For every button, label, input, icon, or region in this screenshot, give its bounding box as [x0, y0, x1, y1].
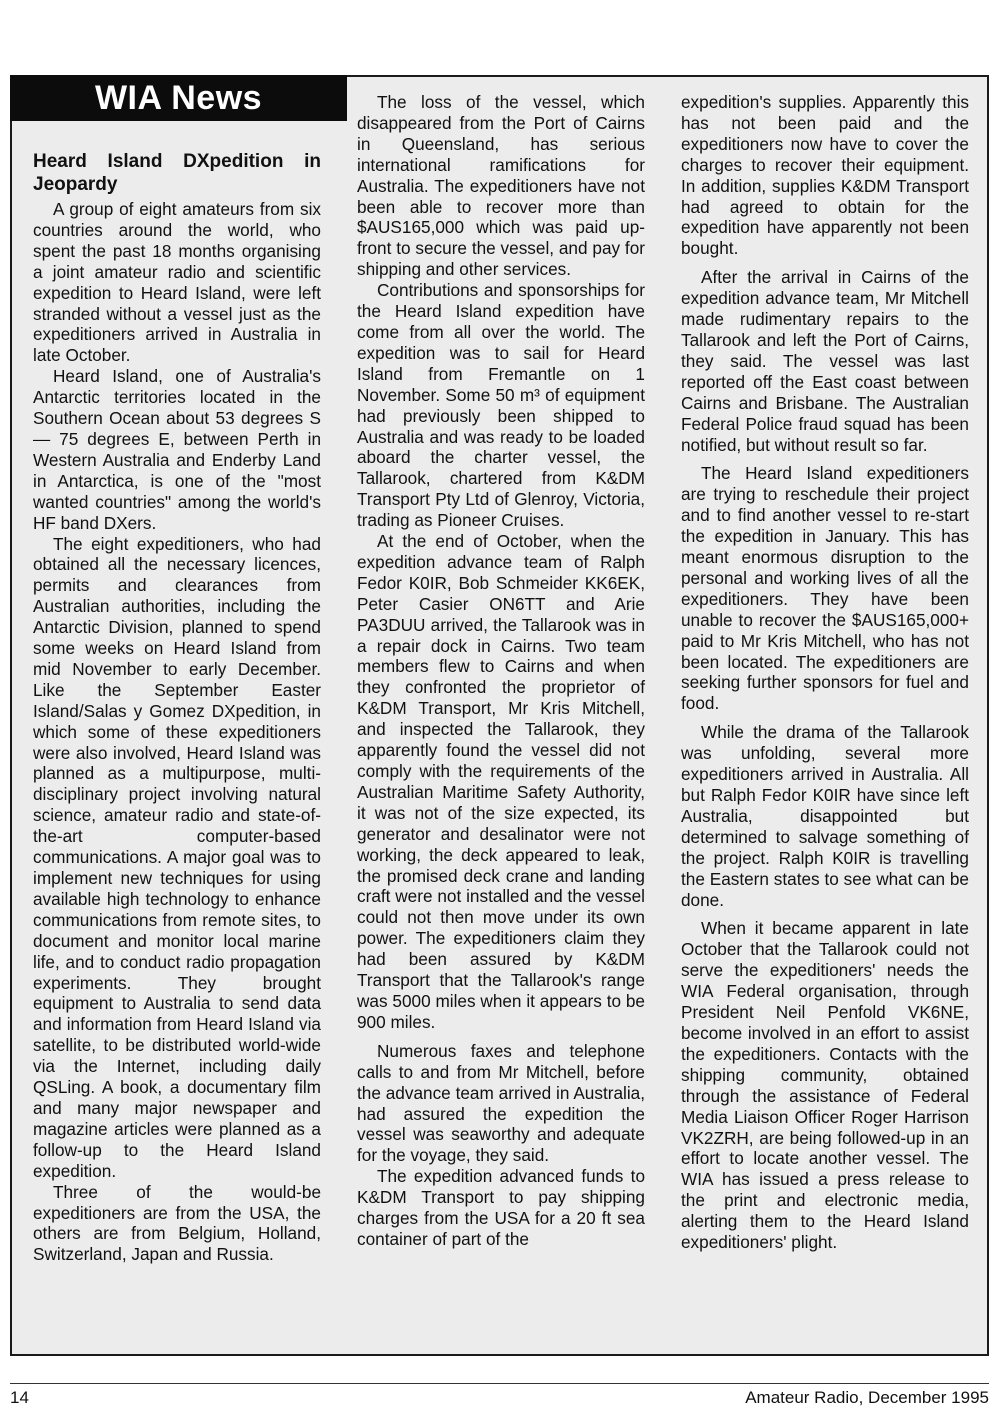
paragraph: The Heard Island expeditioners are trying to reschedule their project and to find another vessel to re-start the expedition in January. This has meant enormous disruption to the personal and working lives of all the expeditioners. They have been unable to recover the $AUS165,000+ paid to Mr Kris Mitchell, who has not been located. The expeditioners are seeking further sponsors for fuel and food.	[681, 463, 969, 714]
paragraph: expedition's supplies. Apparently this has not been paid and the expeditioners now have to cover the charges to recover their equipment. In addition, supplies K&DM Transport had agreed to obtain for the expedition have apparently not been bought.	[681, 92, 969, 259]
article-column-1	[33, 150, 321, 1265]
article-column-2	[357, 92, 645, 1250]
paragraph: Three of the would-be expeditioners are from the USA, the others are from Belgium, Holland, Switzerland, Japan and Russia.	[33, 1181, 321, 1265]
paragraph: The expedition advanced funds to K&DM Transport to pay shipping charges from the USA for a 20 ft sea container of part of the	[357, 1166, 645, 1249]
paragraph: The eight expeditioners, who had obtained all the necessary licences, permits and clearances from Australian authorities, including the Antarctic Division, planned to spend some weeks on Heard Island from mid November to early December. Like the September Easter Island/Salas y Gomez DXpedition, in which some of these expeditioners were also involved, Heard Island was planned as a multipurpose, multi-disciplinary project involving natural science, amateur radio and state-of-the-art computer-based communications. A major goal was to implement new techniques for using available high technology to enhance communications from remote sites, to document and monitor local marine life, and to conduct radio propagation experiments. They brought equipment to Australia to send data and information from Heard Island via satellite, to be distributed world-wide via the Internet, including daily QSLing. A book, a documentary film and many major newspaper and magazine articles were planned as a follow-up to the Heard Island expedition.	[33, 533, 321, 1181]
paragraph: At the end of October, when the expedition advance team of Ralph Fedor K0IR, Bob Schmeider KK6EK, Peter Casier ON6TT and Arie PA3DUU arrived, the Tallarook was in a repair dock in Cairns. Two team members flew to Cairns and when they confronted the proprietor of K&DM Transport, Mr Kris Mitchell, and inspected the Tallarook, they apparently found the vessel did not comply with the requirements of the Australian Maritime Safety Authority, it was not of the size expected, its generator and desalinator were not working, the deck appeared to leak, the promised deck crane and landing craft were not installed and the vessel could not then move under its own power. The expeditioners claim they had been assured by K&DM Transport that the Tallarook's range was 5000 miles when it appears to be 900 miles.	[357, 531, 645, 1032]
article-column-3	[681, 92, 969, 1253]
paragraph: Heard Island, one of Australia's Antarctic territories located in the Southern Ocean about 53 degrees S — 75 degrees E, between Perth in Western Australia and Enderby Land in Antarctica, is one of the "most wanted countries" among the world's HF band DXers.	[33, 366, 321, 533]
paragraph: Numerous faxes and telephone calls to and from Mr Mitchell, before the advance team arrived in Australia, had assured the expedition the vessel was seaworthy and adequate for the voyage, they said.	[357, 1040, 645, 1166]
paragraph: Contributions and sponsorships for the Heard Island expedition have come from all over the world. The expedition was to sail for Heard Island from Fremantle on 1 November. Some 50 m³ of equipment had previously been shipped to Australia and was ready to be loaded aboard the charter vessel, the Tallarook, chartered from K&DM Transport Pty Ltd of Glenroy, Victoria, trading as Pioneer Cruises.	[357, 280, 645, 531]
paragraph: A group of eight amateurs from six countries around the world, who spent the past 18 months organising a joint amateur radio and scientific expedition to Heard Island, were left stranded without a vessel just as the expeditioners arrived in Australia in late October.	[33, 199, 321, 366]
publication-footer: Amateur Radio, December 1995	[745, 1388, 989, 1407]
paragraph: While the drama of the Tallarook was unfolding, several more expeditioners arrived in Australia. All but Ralph Fedor K0IR have since left Australia, disappointed but determined to salvage something of the project. Ralph K0IR is travelling the Eastern states to see what can be done.	[681, 722, 969, 910]
page-number: 14	[10, 1388, 29, 1407]
paragraph: After the arrival in Cairns of the expedition advance team, Mr Mitchell made rudimentary repairs to the Tallarook and left the Port of Cairns, they said. The vessel was last reported off the East coast between Cairns and Brisbane. The Australian Federal Police fraud squad has been notified, but without result so far.	[681, 267, 969, 455]
article-headline: Heard Island DXpedition in Jeopardy	[33, 151, 321, 195]
paragraph: The loss of the vessel, which disappeared from the Port of Cairns in Queensland, has serious international ramifications for Australia. The expeditioners have not been able to recover more than $AUS165,000 which was paid up-front to secure the vessel, and pay for shipping and other services.	[357, 92, 645, 280]
footer-rule	[10, 1383, 989, 1384]
section-banner: WIA News	[10, 75, 347, 121]
paragraph: When it became apparent in late October that the Tallarook could not serve the expeditioners' needs the WIA Federal organisation, through President Neil Penfold VK6NE, become involved in an effort to assist the expeditioners. Contacts with the shipping community, obtained through the assistance of Federal Media Liaison Officer Roger Harrison VK2ZRH, are being followed-up in an effort to locate another vessel. The WIA has issued a press release to the print and electronic media, alerting them to the Heard Island expeditioners' plight.	[681, 918, 969, 1253]
